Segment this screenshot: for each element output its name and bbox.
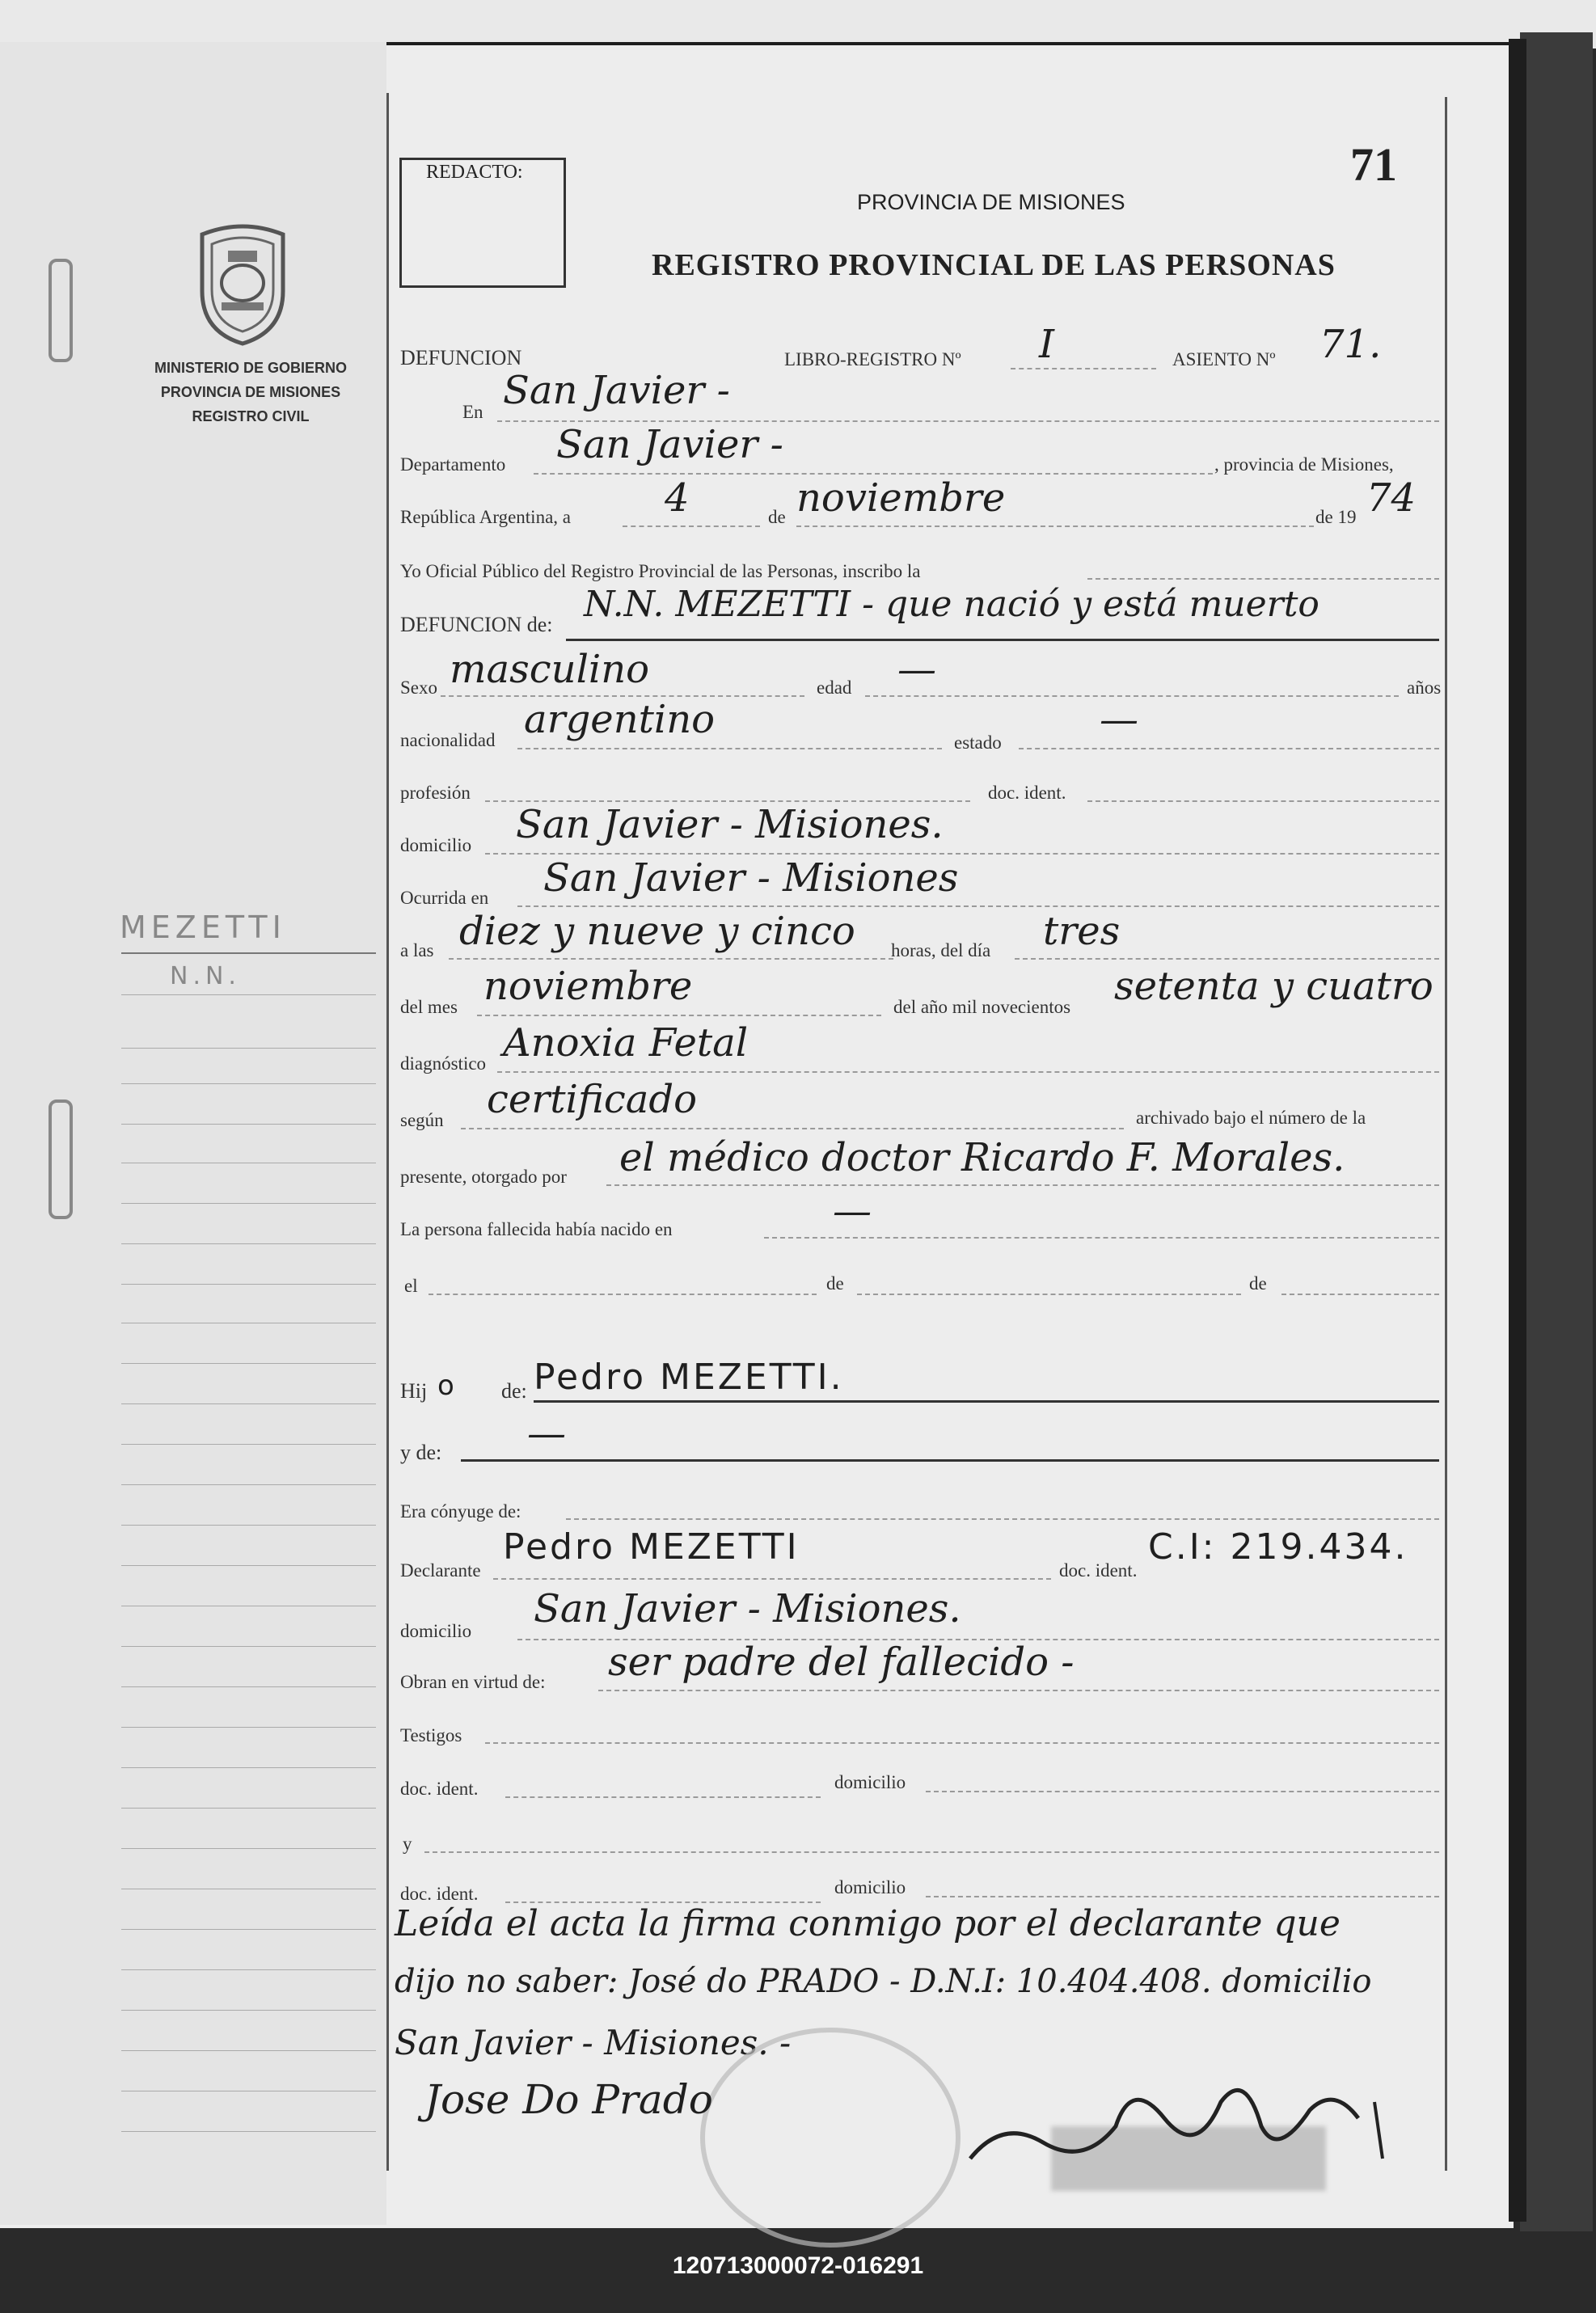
margin-surname: MEZETTI: [120, 910, 286, 945]
margin-rule: [121, 1124, 376, 1125]
value-del-ano: setenta y cuatro: [1114, 964, 1433, 1009]
dotted-line: [1015, 958, 1439, 960]
label-domicilio-testigo-2: domicilio: [834, 1877, 906, 1897]
dotted-line: [857, 1294, 1241, 1295]
label-doc-ident-declarante: doc. ident.: [1059, 1560, 1138, 1581]
dotted-line: [1087, 578, 1439, 580]
closing-line-2: dijo no saber: José do PRADO - D.N.I: 10.404.408. domicilio: [395, 1963, 1372, 2000]
label-ocurrida: Ocurrida en: [400, 888, 489, 908]
label-asiento: ASIENTO Nº: [1172, 349, 1276, 369]
dotted-line: [606, 1184, 1439, 1186]
label-edad: edad: [817, 677, 852, 698]
dotted-line: [493, 1578, 1051, 1580]
margin-rule: [121, 1686, 376, 1687]
margin-rule: [121, 1767, 376, 1768]
redacto-label: REDACTO:: [426, 162, 523, 183]
label-doc-ident-testigo-2: doc. ident.: [400, 1884, 479, 1904]
value-departamento: San Javier -: [556, 422, 783, 467]
margin-rule: [121, 1969, 376, 1970]
label-departamento: Departamento: [400, 454, 506, 475]
value-del-mes: noviembre: [483, 964, 693, 1009]
value-asiento: 71.: [1319, 322, 1382, 367]
dotted-line: [517, 748, 942, 749]
label-de-19: de 19: [1315, 507, 1357, 527]
margin-rule: [121, 1243, 376, 1244]
dotted-line: [1281, 1294, 1439, 1295]
label-nacido: La persona fallecida había nacido en: [400, 1219, 673, 1239]
dotted-line: [429, 1294, 817, 1295]
dotted-line: [534, 473, 1213, 475]
margin-rule: [121, 1403, 376, 1404]
margin-given-name: N.N.: [170, 962, 241, 990]
dotted-line: [598, 1690, 1439, 1691]
margin-rule: [121, 1083, 376, 1084]
page-top-strip: [0, 0, 1596, 49]
label-presente: presente, otorgado por: [400, 1167, 567, 1187]
book-cover-edge: [1520, 32, 1593, 2231]
margin-rule: [121, 1525, 376, 1526]
dotted-line: [926, 1896, 1439, 1897]
ministry-line-3: REGISTRO CIVIL: [192, 408, 310, 424]
label-y-de: y de:: [400, 1441, 442, 1464]
label-libro: LIBRO-REGISTRO Nº: [784, 349, 961, 369]
label-a-las: a las: [400, 940, 434, 960]
value-hijo-de: Pedro MEZETTI.: [534, 1357, 844, 1398]
dotted-line: [764, 1237, 1439, 1239]
value-obran: ser padre del fallecido -: [608, 1640, 1075, 1685]
label-en: En: [462, 402, 483, 422]
value-declarante: Pedro MEZETTI: [503, 1526, 800, 1568]
label-de-c: de: [1249, 1273, 1267, 1294]
staple-top: [49, 259, 73, 362]
value-presente: el médico doctor Ricardo F. Morales.: [619, 1135, 1345, 1180]
label-y: y: [403, 1834, 412, 1854]
value-diagnostico: Anoxia Fetal: [503, 1020, 749, 1066]
staple-bottom: [49, 1100, 73, 1219]
margin-rule: [121, 952, 376, 954]
label-yo-oficial: Yo Oficial Público del Registro Provincial de las Personas, inscribo la: [400, 561, 921, 581]
label-doc-ident-testigo: doc. ident.: [400, 1779, 479, 1799]
ministry-line-1: MINISTERIO DE GOBIERNO: [154, 360, 348, 376]
value-en: San Javier -: [503, 368, 730, 413]
underline-rule: [461, 1459, 1439, 1462]
value-nacionalidad: argentino: [524, 697, 716, 742]
value-sexo: masculino: [450, 647, 650, 692]
dotted-line: [461, 1128, 1124, 1129]
right-border-line: [1445, 97, 1447, 2171]
label-anos: años: [1407, 677, 1442, 698]
label-del-ano: del año mil novecientos: [893, 997, 1071, 1017]
official-signature-icon: [954, 2070, 1415, 2175]
label-estado: estado: [954, 732, 1002, 753]
value-y-de: —: [527, 1411, 566, 1456]
label-del-mes: del mes: [400, 997, 458, 1017]
value-defuncion-de: N.N. MEZETTI - que nació y está muerto: [584, 584, 1319, 625]
label-domicilio: domicilio: [400, 835, 472, 855]
label-sexo: Sexo: [400, 677, 437, 698]
margin-rule: [121, 2050, 376, 2051]
margin-rule: [121, 2131, 376, 2132]
margin-rule: [121, 1848, 376, 1849]
dotted-line: [1011, 368, 1156, 369]
label-diagnostico: diagnóstico: [400, 1053, 487, 1074]
value-ano: 74: [1366, 475, 1417, 521]
label-republica: República Argentina, a: [400, 507, 571, 527]
label-testigos: Testigos: [400, 1725, 462, 1745]
value-ocurrida: San Javier - Misiones: [543, 855, 959, 901]
value-a-las: diez y nueve y cinco: [459, 909, 855, 954]
label-el: el: [404, 1276, 418, 1296]
label-domicilio-testigo: domicilio: [834, 1772, 906, 1792]
label-defuncion-de: DEFUNCION de:: [400, 613, 553, 636]
value-dia: 4: [665, 475, 690, 521]
margin-rule: [121, 1646, 376, 1647]
label-horas: horas, del día: [891, 940, 991, 960]
province-heading: PROVINCIA DE MISIONES: [857, 190, 1125, 214]
provincial-seal-icon: [186, 218, 299, 348]
dotted-line: [497, 1071, 1439, 1073]
value-estado: —: [1100, 697, 1138, 742]
dotted-line: [477, 1015, 881, 1016]
registry-heading: REGISTRO PROVINCIAL DE LAS PERSONAS: [652, 248, 1336, 282]
label-obran: Obran en virtud de:: [400, 1672, 546, 1692]
margin-rule: [121, 994, 376, 995]
ministry-line-2: PROVINCIA DE MISIONES: [160, 384, 341, 400]
label-conyuge: Era cónyuge de:: [400, 1501, 521, 1522]
label-segun: según: [400, 1110, 444, 1130]
dotted-line: [517, 905, 1439, 907]
left-border-line: [386, 93, 389, 2171]
margin-rule: [121, 1203, 376, 1204]
dotted-line: [424, 1851, 1439, 1853]
value-segun: certificado: [487, 1077, 698, 1122]
dotted-line: [449, 958, 893, 960]
margin-rule: [121, 1808, 376, 1809]
dotted-line: [1087, 800, 1439, 802]
label-provincia: , provincia de Misiones,: [1214, 454, 1394, 475]
label-nacionalidad: nacionalidad: [400, 730, 496, 750]
document-code: 120713000072-016291: [672, 2252, 924, 2279]
label-de-b: de: [826, 1273, 844, 1294]
witness-signature: Jose Do Prado: [424, 2076, 713, 2123]
margin-rule: [121, 1484, 376, 1485]
margin-rule: [121, 1048, 376, 1049]
value-del-dia: tres: [1043, 909, 1121, 954]
value-declarante-doc: C.I: 219.434.: [1148, 1526, 1408, 1568]
margin-rule: [121, 1284, 376, 1285]
dotted-line: [926, 1791, 1439, 1792]
margin-rule: [121, 2010, 376, 2011]
official-stamp-icon: [700, 2028, 961, 2248]
value-hijo-suffix: o: [437, 1370, 457, 1402]
label-declarante: Declarante: [400, 1560, 481, 1581]
book-spine-shadow: [1509, 39, 1526, 2222]
label-archivado: archivado bajo el número de la: [1136, 1108, 1366, 1128]
ministry-heading: [121, 356, 380, 428]
value-nacido: —: [833, 1188, 872, 1234]
margin-rule: [121, 1727, 376, 1728]
margin-rule: [121, 1444, 376, 1445]
dotted-line: [566, 1518, 1439, 1520]
dotted-line: [796, 525, 1314, 527]
dotted-line: [485, 1742, 1439, 1744]
dotted-line: [505, 1796, 821, 1798]
label-profesion: profesión: [400, 783, 471, 803]
label-de: de: [768, 507, 786, 527]
dotted-line: [1019, 748, 1439, 749]
redacto-box: [399, 158, 566, 288]
label-hijo: Hij: [400, 1379, 428, 1403]
underline-rule: [566, 639, 1439, 641]
margin-rule: [121, 1363, 376, 1364]
margin-rule: [121, 1565, 376, 1566]
margin-rule: [121, 1929, 376, 1930]
closing-line-3: San Javier - Misiones. -: [395, 2023, 792, 2062]
value-edad: —: [897, 647, 936, 692]
label-doc-ident: doc. ident.: [988, 783, 1066, 803]
label-defuncion: DEFUNCION: [400, 346, 522, 369]
value-declarante-domicilio: San Javier - Misiones.: [534, 1586, 961, 1631]
dotted-line: [623, 525, 760, 527]
label-hijo-de: de:: [501, 1379, 527, 1403]
label-domicilio-declarante: domicilio: [400, 1621, 472, 1641]
value-domicilio: San Javier - Misiones.: [516, 802, 944, 847]
dotted-line: [485, 853, 1439, 855]
value-mes: noviembre: [796, 475, 1006, 521]
closing-line-1: Leída el acta la firma conmigo por el declarante que: [395, 1903, 1341, 1944]
value-libro: I: [1039, 322, 1054, 367]
underline-rule: [534, 1400, 1439, 1403]
page-number: 71: [1350, 138, 1397, 191]
